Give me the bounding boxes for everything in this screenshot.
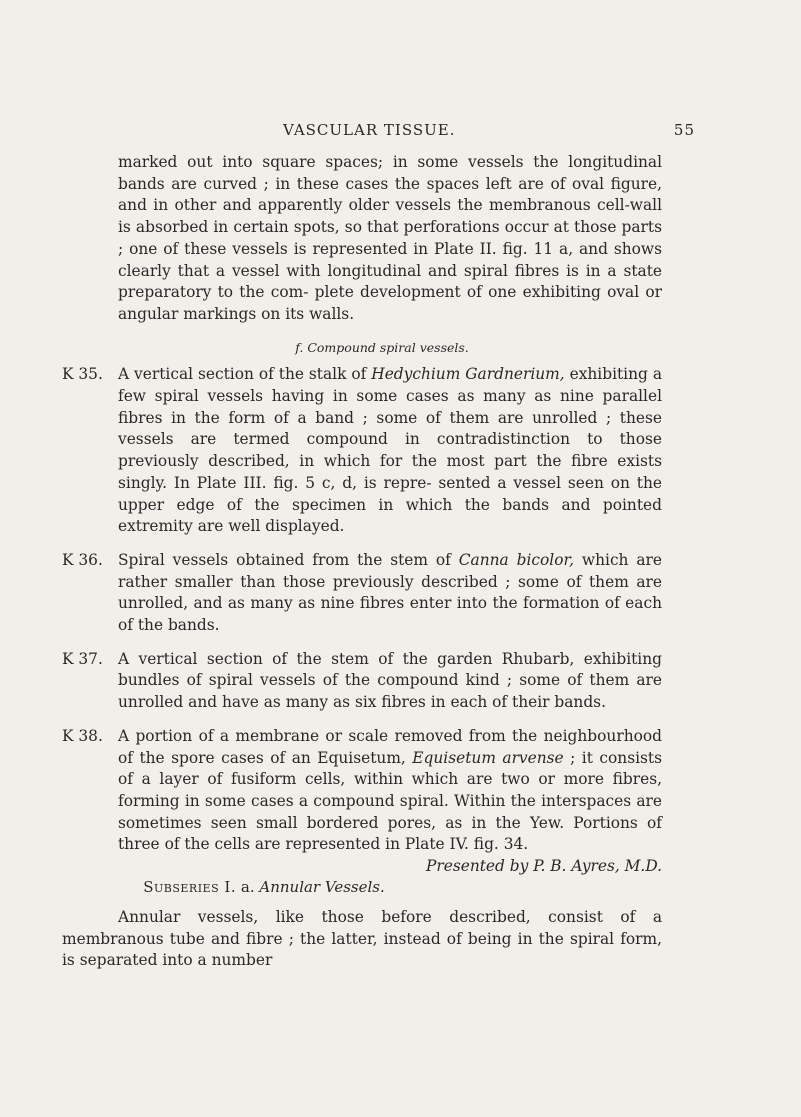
subseries-label: Subseries I. (143, 878, 237, 897)
section-heading-compound-spiral: f. Compound spiral vessels. (295, 339, 469, 355)
running-head (0, 121, 801, 141)
entry-text: A vertical section of the stem of the garden Rhubarb, exhibiting bundles of spiral vessels of the compound kind ; some of them are unrolled and have as many as six fibres in each of their bands. (118, 649, 662, 712)
entry-number: K 38. (62, 726, 103, 745)
presented-by-credit: Presented by P. B. Ayres, M.D. (426, 857, 662, 876)
running-head-title: VASCULAR TISSUE. (283, 121, 456, 139)
page-number: 55 (673, 121, 695, 139)
entry-number: K 37. (62, 649, 103, 668)
subseries-letter: a. (240, 878, 255, 897)
subseries-title: Annular Vessels. (259, 878, 385, 897)
catalogue-entry-k37 (62, 649, 662, 714)
subseries-heading (62, 877, 662, 899)
catalogue-entry-k35 (62, 364, 662, 538)
entry-text: exhibiting a few spiral vessels having in some cases as many as nine parallel fibres in the form of a band ; some of them are unrolled ; these vessels are termed compound in contradistinction to those previously described, in which for the most part the fibre exists singly. In Plate III. fig. 5 c, d, is repre- sented a vessel seen on the upper edge of the specimen in which the bands and pointed extremity are well displayed. (118, 365, 662, 536)
entry-text: A vertical section of the stalk of (118, 365, 372, 384)
closing-paragraph: Annular vessels, like those before described, consist of a membranous tube and fibre ; the latter, instead of being in the spiral form, is separated into a number (62, 907, 662, 970)
species-name: Equisetum arvense (412, 748, 564, 767)
species-name: Canna bicolor, (458, 550, 575, 569)
entry-text: which are rather smaller than those previously described ; some of them are unrolled, and as many as nine fibres enter into the formation of each of the bands. (118, 550, 663, 635)
entry-text: Spiral vessels obtained from the stem of (118, 550, 459, 569)
entry-text: ; it consists of a layer of fusiform cells, within which are two or more fibres, forming in some cases a compound spiral. Within the interspaces are sometimes seen small bordered pores, as in the Yew. Portions of three of the cells are represented in Plate IV. fig. 34. (118, 748, 662, 854)
species-name: Hedychium Gardnerium, (371, 365, 565, 384)
catalogue-entry-k38 (62, 726, 662, 876)
body-text (62, 152, 662, 972)
entry-number: K 35. (62, 365, 103, 384)
entry-text: A portion of a membrane or scale removed from the neighbourhood of the spore cases of an Equisetum, (118, 726, 662, 767)
intro-paragraph: marked out into square spaces; in some vessels the longitudinal bands are curved ; in these cases the spaces left are of oval figure, and in other and apparently older vessels the membranous cell-wall is absorbed in certain spots, so that perforations occur at those parts ; one of these vessels is represented in Plate II. fig. 11 a, and shows clearly that a vessel with longitudinal and spiral fibres is in a state preparatory to the com- plete development of one exhibiting oval or angular markings on its walls. (118, 153, 662, 323)
catalogue-entry-k36 (62, 550, 662, 637)
entry-number: K 36. (62, 550, 103, 569)
